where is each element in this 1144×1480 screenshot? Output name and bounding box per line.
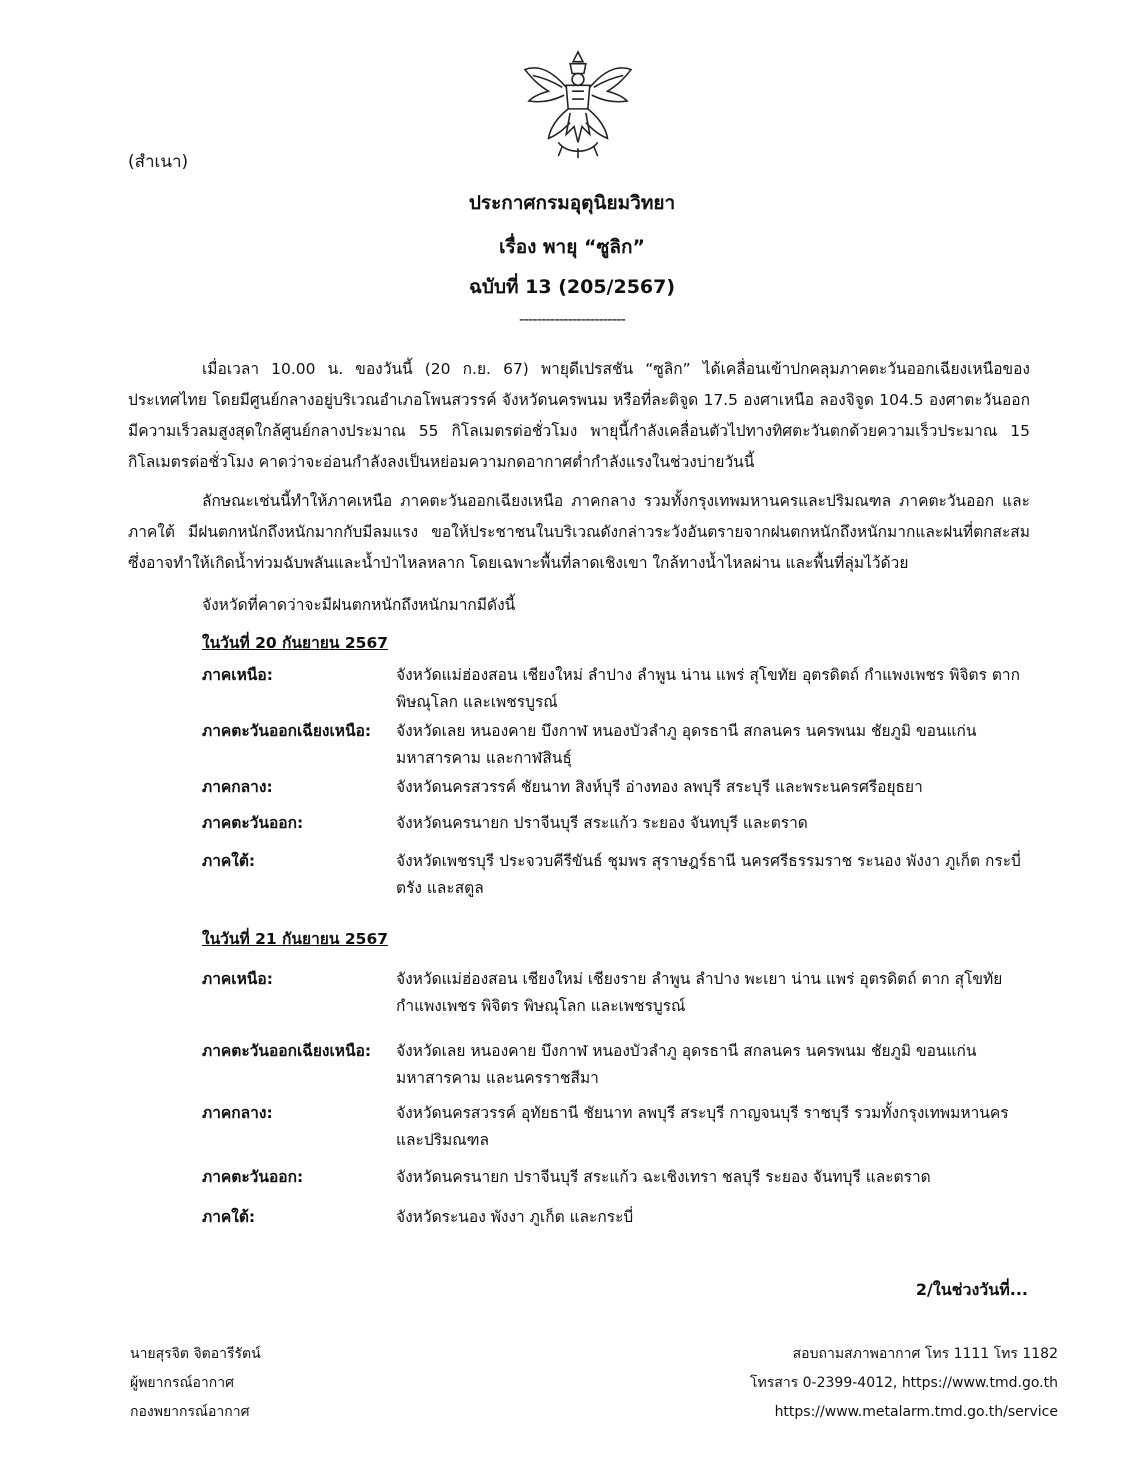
forecaster-name: นายสุรจิต จิตอารีรัตน์ xyxy=(130,1346,261,1362)
region-label: ภาคกลาง: xyxy=(202,778,273,796)
forecaster-division: กองพยากรณ์อากาศ xyxy=(130,1404,250,1420)
contact-info xyxy=(750,1340,1058,1427)
contact-fax-website[interactable]: โทรสาร 0-2399-4012, https://www.tmd.go.th xyxy=(750,1375,1058,1391)
region-label: ภาคตะวันออกเฉียงเหนือ: xyxy=(202,1042,372,1060)
garuda-emblem-icon xyxy=(519,44,637,162)
region-provinces: จังหวัดนครสวรรค์ ชัยนาท สิงห์บุรี อ่างทอง ลพบุรี สระบุรี และพระนครศรีอยุธยา xyxy=(396,778,923,796)
continuation-note: 2/ในช่วงวันที่... xyxy=(915,1280,1028,1299)
forecaster-signature xyxy=(130,1340,261,1427)
region-provinces: จังหวัดเพชรบุรี ประจวบคีรีขันธ์ ชุมพร สุราษฎร์ธานี นครศรีธรรมราช ระนอง พังงา ภูเก็ต กระบี่ ตรัง และสตูล xyxy=(396,852,1021,897)
region-provinces: จังหวัดแม่ฮ่องสอน เชียงใหม่ เชียงราย ลำพูน ลำปาง พะเยา น่าน แพร่ อุตรดิตถ์ ตาก สุโขทัย กำแพงเพชร พิจิตร พิษณุโลก และเพชรบูรณ์ xyxy=(396,970,1003,1015)
region-label: ภาคกลาง: xyxy=(202,1104,273,1122)
announcement-title: ประกาศกรมอุตุนิยมวิทยา xyxy=(468,192,676,214)
region-label: ภาคเหนือ: xyxy=(202,666,273,684)
region-label: ภาคตะวันออกเฉียงเหนือ: xyxy=(202,722,372,740)
copy-mark: (สำเนา) xyxy=(128,152,189,172)
region-label: ภาคเหนือ: xyxy=(202,970,273,988)
region-provinces: จังหวัดเลย หนองคาย บึงกาฬ หนองบัวลำภู อุดรธานี สกลนคร นครพนม ชัยภูมิ ขอนแก่น มหาสารคาม และกาฬสินธุ์ xyxy=(396,722,977,767)
contact-phone: สอบถามสภาพอากาศ โทร 1111 โทร 1182 xyxy=(792,1346,1058,1362)
region-provinces: จังหวัดนครนายก ปราจีนบุรี สระแก้ว ระยอง จันทบุรี และตราด xyxy=(396,814,808,832)
storm-paragraph: เมื่อเวลา 10.00 น. ของวันนี้ (20 ก.ย. 67) พายุดีเปรสชัน “ซูลิก” ได้เคลื่อนเข้าปกคลุมภาคตะวันออกเฉียงเหนือของประเทศไทย โดยมีศูนย์กลางอยู่บริเวณอำเภอโพนสวรรค์ จังหวัดนครพนม หรือที่ละติจูด 17.5 องศาเหนือ ลองจิจูด 104.5 องศาตะวันออก มีความเร็วลมสูงสุดใกล้ศูนย์กลางประมาณ 55 กิโลเมตรต่อชั่วโมง พายุนี้กำลังเคลื่อนตัวไปทางทิศตะวันตกด้วยความเร็วประมาณ 15 กิโลเมตรต่อชั่วโมง คาดว่าจะอ่อนกำลังลงเป็นหย่อมความกดอากาศต่ำกำลังแรงในช่วงบ่ายวันนี้ xyxy=(128,360,1030,471)
contact-service-link[interactable]: https://www.metalarm.tmd.go.th/service xyxy=(774,1404,1058,1420)
warning-paragraph: ลักษณะเช่นนี้ทำให้ภาคเหนือ ภาคตะวันออกเฉียงเหนือ ภาคกลาง รวมทั้งกรุงเทพมหานครและปริมณฑล ภาคตะวันออก และภาคใต้ มีฝนตกหนักถึงหนักมากกับมีลมแรง ขอให้ประชาชนในบริเวณดังกล่าวระวังอันตรายจากฝนตกหนักถึงหนักมากและฝนที่ตกสะสม ซึ่งอาจทำให้เกิดน้ำท่วมฉับพลันและน้ำป่าไหลหลาก โดยเฉพาะพื้นที่ลาดเชิงเขา ใกล้ทางน้ำไหลผ่าน และพื้นที่ลุ่มไว้ด้วย xyxy=(128,492,1030,572)
region-provinces: จังหวัดเลย หนองคาย บึงกาฬ หนองบัวลำภู อุดรธานี สกลนคร นครพนม ชัยภูมิ ขอนแก่น มหาสารคาม และนครราชสีมา xyxy=(396,1042,977,1087)
region-label: ภาคตะวันออก: xyxy=(202,814,304,832)
region-provinces: จังหวัดนครสวรรค์ อุทัยธานี ชัยนาท ลพบุรี สระบุรี กาญจนบุรี ราชบุรี รวมทั้งกรุงเทพมหานคร และปริมณฑล xyxy=(396,1104,1009,1149)
region-label: ภาคตะวันออก: xyxy=(202,1168,304,1186)
region-provinces: จังหวัดนครนายก ปราจีนบุรี สระแก้ว ฉะเชิงเทรา ชลบุรี ระยอง จันทบุรี และตราด xyxy=(396,1168,931,1186)
header-separator: ------------------------ xyxy=(519,310,625,328)
region-provinces: จังหวัดแม่ฮ่องสอน เชียงใหม่ ลำปาง ลำพูน น่าน แพร่ สุโขทัย อุตรดิตถ์ กำแพงเพชร พิจิตร ตาก พิษณุโลก และเพชรบูรณ์ xyxy=(396,666,1021,711)
region-label: ภาคใต้: xyxy=(202,852,256,870)
forecast-date-2: ในวันที่ 21 กันยายน 2567 xyxy=(202,930,389,948)
region-provinces: จังหวัดระนอง พังงา ภูเก็ต และกระบี่ xyxy=(396,1208,634,1226)
provinces-intro: จังหวัดที่คาดว่าจะมีฝนตกหนักถึงหนักมากมีดังนี้ xyxy=(202,596,516,614)
announcement-issue: ฉบับที่ 13 (205/2567) xyxy=(468,276,676,298)
region-label: ภาคใต้: xyxy=(202,1208,256,1226)
forecast-date-1: ในวันที่ 20 กันยายน 2567 xyxy=(202,634,389,652)
announcement-subject: เรื่อง พายุ “ซูลิก” xyxy=(499,236,645,258)
forecaster-title: ผู้พยากรณ์อากาศ xyxy=(130,1375,234,1391)
